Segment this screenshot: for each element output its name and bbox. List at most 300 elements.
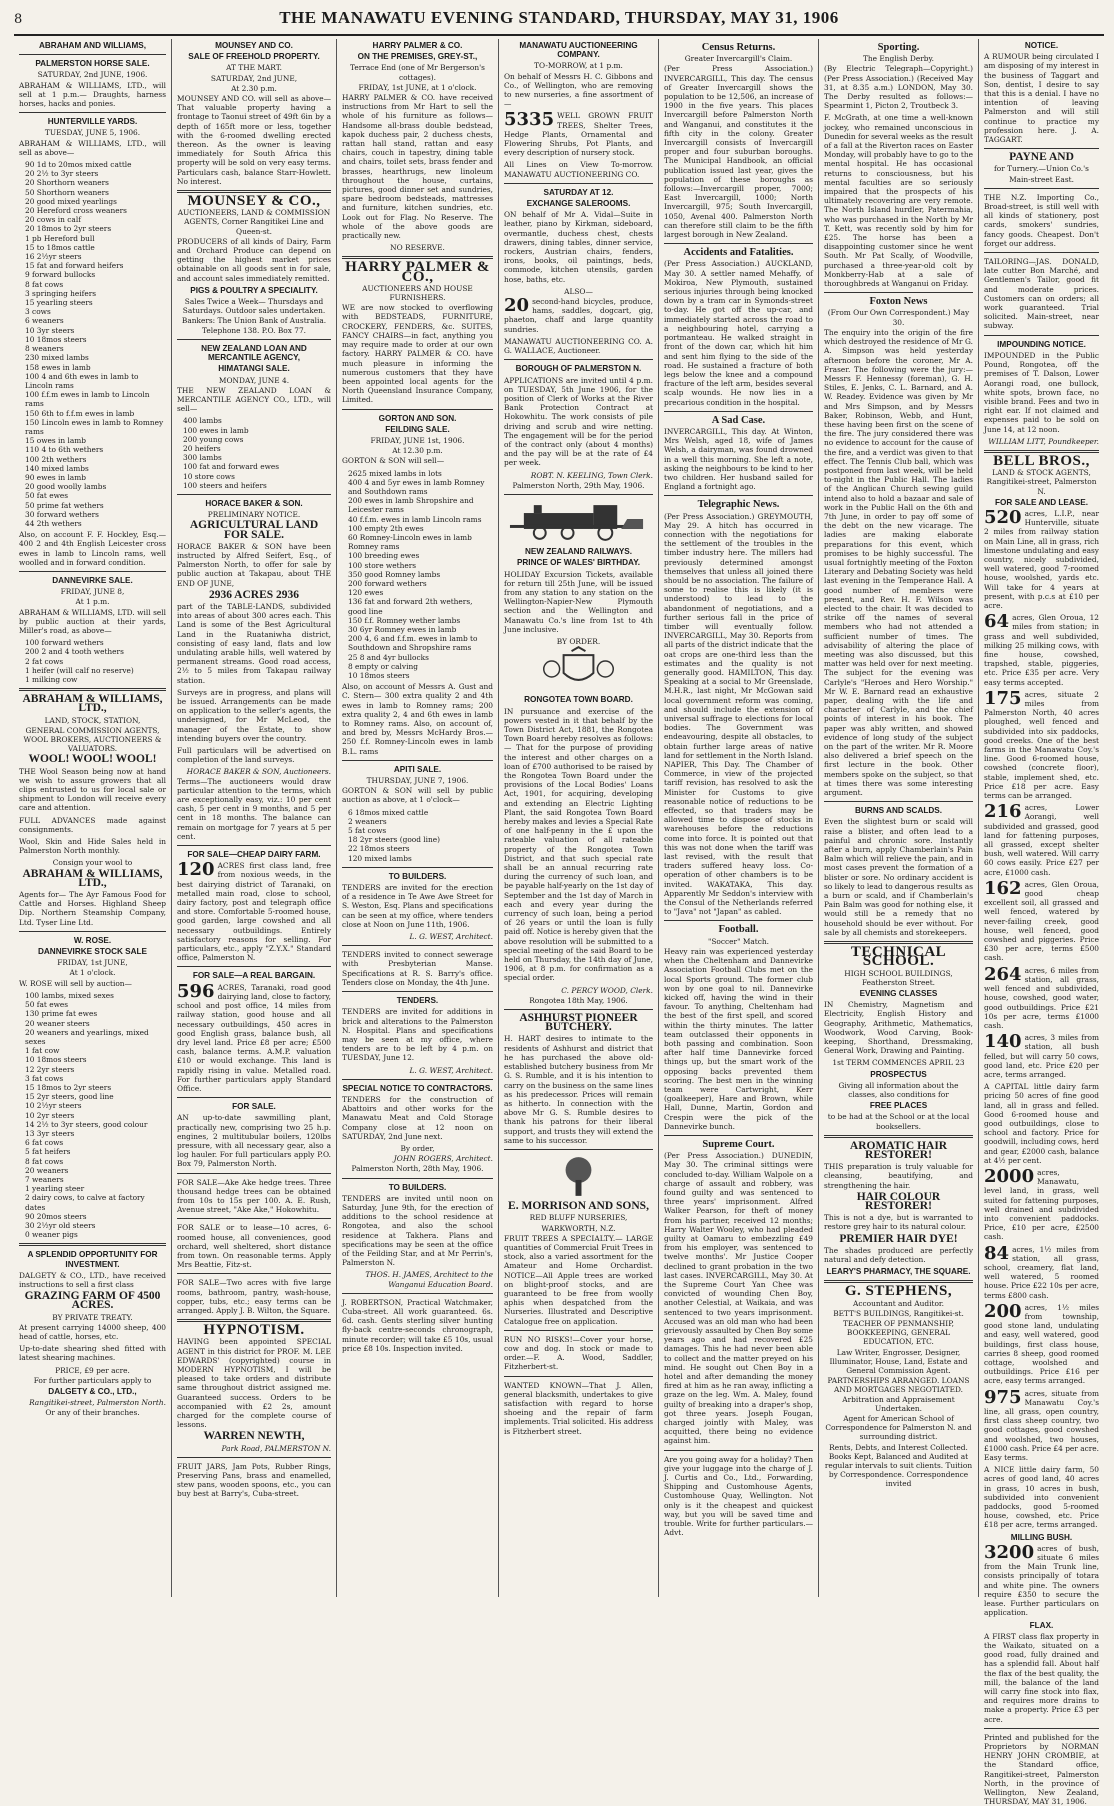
column-7 [979,39,1104,1806]
news-text: (Per Press Association.) GREYMOUTH, May 29. A hitch has occurred in connection with the negotiations for the settlement of the troubles in the timber industry here. The millers had previously determined amongst themselves that unless all joined there should be no association. The failure of some to realise this is likely (it is understood) to lead to the abandonment of negotiations, and a further serious fall in the price of timber will eventually follow. INVERCARGILL, May 30. Reports from all parts of the district indicate that the oat crops are one-third less than the estimates and the quality is not generally good. HAMILTON, This day. Speaking at a social to Mr Greenslade, M.H.R., last night, Mr McGowan said local government reform was coming, and should include the extension of universal suffrage to elections for local bodies. The Government was endeavouring, despite all obstacles, to obtain further large areas of native land for settlement in the North Island. NAPIER, This Day. The Chamber of Commerce, in view of the projected tariff revision, has resolved to ask the Minister for Customs to give reasonable notice of reductions to be effected, so that traders may be allowed time to dispose of stocks in warehouses before the reductions come into force. It is pointed out that this was not done when the tariff was last revised, with the result that traders suffered heavy loss. Co-operation of other chambers is to be invited. WAKATAKA, This day. Apparently Mr Seddon's interview with the Consul of the Netherlands referred to "Java" not "Japan" as cabled. [664,511,813,917]
firm-name: ABRAHAM & WILLIAMS, LTD., [22,693,163,715]
acreage: 200 [984,1300,1022,1322]
ad-heading: TO BUILDERS. [388,1182,447,1192]
list-item: 60 Romney-Lincoln ewes in lamb Romney rams [348,532,472,552]
news-heading: Football. [718,924,759,936]
ad-subheading: FOR SALE AND LEASE. [995,497,1088,507]
list-item: 120 ewes [348,588,384,598]
list-item: 90 20mos steers [25,1211,87,1221]
ad-heading: ASHHURST PIONEER BUTCHERY. [519,1012,638,1034]
acreage: 2936 ACRES 2936 [208,588,300,601]
signature: HORACE BAKER & SON, Auctioneers. [186,767,331,777]
ad-text: 5335 WELL GROWN FRUIT TREES, Shelter Trees, Hedge Plants, Ornamental and Flowering Shrubs, Pot Plants, and every description of nursery stock. [504,109,653,158]
news-heading: Telegraphic News. [697,499,780,511]
ad-text: PARTNERSHIPS ARRANGED. LOANS AND MORTGAGES NEGOTIATED. Arbitration and Appraisement Undertaken. [827,1376,970,1413]
ad-heading: ABRAHAM AND WILLIAMS, [38,41,147,50]
sale-time: At 1 p.m. [75,597,110,607]
ad-heading: PREMIER HAIR DYE! [839,1232,958,1245]
ad-heading: HYPNOTISM. [203,1322,305,1339]
news-text: INVERCARGILL, This day. At Winton, Mrs Welsh, aged 18, wife of James Welsh, a dairyman, was found drowned in a well this morning. She left a note, asking the neighbours to be kind to her two children. Her husband sailed for England a fortnight ago. [664,426,813,492]
listings [984,1165,1099,1463]
locomotive-illustration [504,499,653,543]
ad-text: J. ROBERTSON, Practical Watchmaker, Cuba-street. All work guaranteed. 6s. 6d. cash. Gents sterling silver hunting fly-back centre-seconds chronograph, minute recorder; will take £5 10s, usual price £8 10s. Inspection invited. [342,1297,493,1353]
ad-heading: NEW ZEALAND RAILWAYS. [524,547,633,557]
list-item: 100 2th wethers [25,454,87,464]
firm-line: LAND & STOCK AGENTS, Rangitikei-street, Palmerston N. [986,468,1097,496]
ad-heading: RONGOTEA TOWN BOARD. [524,695,633,705]
ad-text: to be had at the School or at the local booksellers. [827,1112,970,1131]
list-item: 100 f.f.m ewes in lamb to Lincoln rams [25,390,150,409]
sale-title: SALE OF FREEHOLD PROPERTY. [188,52,320,62]
list-item: 2625 mixed lambs in lots [348,468,442,478]
acreage: 175 [984,687,1022,709]
list-item: 20 Hereford cross weaners [25,206,127,216]
property-listing: 175 acres, situate 2 miles from Palmerston North, 40 acres ploughed, well fenced and subdivided into six paddocks, good creeks. One of the best farms in the Manawatu Coy.'s line. Good 6-roomed house, cowshed (concrete floor), stable, implement shed, etc. Price £18 per acre. Easy terms can be arranged. [984,687,1099,801]
ad-text: IN Chemistry, Magnetism and Electricity, English History and Geography, Arithmetic, Mathematics, Woodwork, Wood Carving, Book-keeping, Shorthand, Dressmaking, General Work, Drawing and Painting. [824,1000,973,1056]
sale-date: SATURDAY, 2nd JUNE, 1906. [37,70,148,80]
firm-name: BELL BROS., [993,452,1090,469]
list-item: 30 forward wethers [25,509,99,519]
list-item: 10 store cows [183,471,235,481]
sale-title: PALMERSTON HORSE SALE. [35,59,150,69]
sale-date: FRIDAY, 1st JUNE, at 1 o'clock. [358,82,477,92]
list-item: 10 18mos steers [25,1055,87,1065]
list-item: 1 heifer (will calf no reserve) [25,665,134,675]
column-2 [172,39,337,1597]
firm-name: MOUNSEY & CO., [187,193,321,210]
list-item: 7 weaners [25,1174,64,1184]
acreage: 140 [984,1031,1022,1053]
list-item: 2 dairy cows, to calve at factory dates [25,1193,145,1212]
list-item: 20 2½ to 3yr steers [25,169,99,179]
page-number: 8 [14,12,23,27]
ad-text: 20 second-hand bicycles, produce, hams, saddles, dogcart, gig, phaeton, chaff and large quantity sundries. [504,295,653,334]
news-heading: Foxton News [869,296,928,308]
sale-date: TO-MORROW, at 1 p.m. [534,61,623,71]
property-listing: 84 acres, 1½ miles from station, all grass, school, creamery, flat land, well watered, 5 roomed house. Price £22 10s per acre, terms £800 cash. [984,1242,1099,1300]
property-listing: 264 acres, 6 miles from station, all grass, well fenced and subdivided, house, cowshed, good water, good outbuildings. Price £21 10s per acre, terms £1000 cash. [984,963,1099,1030]
list-item: 158 ewes in lamb [25,362,91,372]
list-item: 9 forward bullocks [25,270,96,280]
list-item: 3 springing heifers [25,288,97,298]
list-item: 10 18mos steers [25,334,87,344]
sale-title: EXCHANGE SALEROOMS. [526,199,631,209]
ad-text: NO RESERVE. [390,243,445,253]
list-item: 3 fat cows [25,1073,64,1083]
signature: L. G. WEST, Architect. [409,932,493,942]
columns [14,39,1104,1806]
list-item: 20 heifers [183,443,221,453]
news-text: (By Electric Telegraph—Copyright.) (Per Press Association.) (Received May 31, at 8.35 a.m.) LONDON, May 30. The Derby resulted as follows:— Spearmint 1, Picton 2, Troutbeck 3. [824,64,973,111]
firm-line: AUCTIONEERS AND HOUSE FURNISHERS. [362,283,473,303]
signature: ROBT. N. KEELING, Town Clerk. [530,470,653,480]
acreage: 975 [984,1386,1022,1408]
ad-text: A NICE little dairy farm, 50 acres of good land, 40 acres in grass, 10 acres in bush, subdivided into convenient paddocks, good 5-roomed house, cowshed, etc. Price £18 per acre, terms arranged. [984,1465,1099,1530]
ad-text: THE Wool Season being now at hand we wish to assure growers that all clips entrusted to us for local sale or shipment to London will receive every care and attention. [19,766,166,813]
ad-text: WANTED KNOWN—That J. Allen, general blacksmith, undertakes to give satisfaction with regard to horse shoeing and the repair of farm implements. Trial solicited. His address is Fitzherbert street. [504,1380,653,1436]
list-item: 130 prime fat ewes [25,1009,98,1019]
masthead [14,8,1104,36]
news-text: Heavy rain was experienced yesterday when the Cheltenham and Dannevirke Association Football Clubs met on the local Sports ground. The former club won by one goal to nil. Dannevirke kicked off, having the wind in their favour. To anything, Cheltenham had the best of the first spell, and scored within the thirty minutes. The latter team outclassed their opponents in both passing and combination. Soon after half time Dannevirke forced things up, but the smart work of the opposing backs prevented them scoring. The best men in the winning team were Cartwright, Kerr (goalkeeper), Hare and Brown, while Hall, Dunne, Martin, Gordon and Crespin were the pick of the Dannevirke bunch. [664,946,813,1131]
list-item: 400 4 and 5yr ewes in lamb Romney and Southdown rams [348,477,485,496]
list-item: 120 mixed lambs [348,853,412,863]
firm-name: E. MORRISON AND SONS, [508,1200,649,1213]
firm-name: WARREN NEWTH, [203,1430,305,1443]
list-item: 100 store wethers [348,560,417,570]
list-item: 100 forward wethers [25,638,104,648]
news-text: (Per Press Association.) AUCKLAND, May 30. A settler named Mehaffy, of Mokiroa, New Plymouth, sustained serious injuries through being knocked down by a tram car in Symonds-street to-day. He got off the up-car, and immediately started across the road to a neighbouring hotel, carrying a portmanteau. He walked straight in front of the down car, which hit him and sent him flying to the side of the road. He sustained a fracture of both legs below the knee and a compound fracture of the left arm, besides several scalp wounds. He now lies in a precarious condition in the hospital. [664,259,813,407]
property-listing: 2000 acres, Manawatu, level land, in grass, well suited for fattening purposes, well drained and subdivided into convenient paddocks. Price, £10 per acre, £2500 cash. [984,1165,1099,1242]
ad-text: IMPOUNDED in the Public Pound, Rongotea, off the premises of T. Dalson, Lower Aorangi road, one bullock, white spots, brown face, no visible brand. Fees and two in right ear. If not claimed and expenses paid to be sold on June 14, at 12 noon. [984,350,1099,434]
list-item: 15 18mos to 2yr steers [25,1082,112,1092]
column-3 [337,39,499,1597]
list-item: 25 8 and 4yr bullocks [348,652,429,662]
ad-heading: TO BUILDERS. [388,871,447,881]
list-item: 10 2yr steers [25,1110,75,1120]
list-item: 1 milking cow [25,675,78,684]
stock-list [177,416,331,490]
list-item: 8 fat cows [25,279,64,289]
ad-text: PRODUCERS of all kinds of Dairy, Farm and Orchard Produce can depend on getting the highest market prices obtainable on all goods sent in for sale, and account sales immediately remitted. [177,236,331,283]
list-item: 15 fat and forward heifers [25,261,124,271]
signature: WILLIAM LITT, Poundkeeper. [988,436,1099,446]
list-item: 44 2th wethers [25,518,82,528]
sale-date: TUESDAY, JUNE 5, 1906. [44,128,141,138]
list-item: 0 weaner pigs [25,1230,78,1240]
list-item: 30 6yr Romney ewes in lamb [348,624,457,634]
list-item: 100 steers and heifers [183,480,267,490]
sale-title: HIMATANGI SALE. [218,364,290,374]
stock-list [19,991,166,1239]
sale-date: SATURDAY, 2nd JUNE, [210,73,298,83]
list-item: 1 pb Hereford bull [25,233,95,243]
ad-text: Also, on account of Messrs A. Gust and C. Stern— 300 extra quality 2 and 4th ewes in lamb to Romney rams; 200 extra quality 2, 4 and 6th ewes in lamb to Romney rams. Also, on account of, and bred by, Messrs McHardy Bros.— 250 f.f. Romney-Lincoln ewes in lamb B.L. rams [342,682,493,756]
news-heading: A Sad Case. [711,414,766,426]
ad-heading: W. ROSE. [73,935,112,945]
list-item: 200 ewes in lamb Shropshire and Leicester rams [348,496,474,515]
list-item: 200 4, 6 and f.f.m. ewes in lamb to Southdown and Shropshire rams [348,634,478,653]
news-subheading: (From Our Own Correspondent.) May 30. [827,308,970,327]
ad-text: Sales Twice a Week— Thursdays and Saturdays. Outdoor sales undertaken. [182,297,326,316]
ad-text: PRELIMINARY NOTICE. [207,510,301,520]
ad-text: Rongotea 18th May, 1906. [529,995,628,1005]
ad-text: Rents, Debts, and Interest Collected. Books Kept, Balanced and Audited at regular intervals to suit clients. Tuition by Correspondence. Correspondence invited [824,1442,973,1489]
ad-text: THE NEW ZEALAND LOAN & MERCANTILE AGENCY CO., LTD., will sell— [177,385,331,414]
ad-text: ON behalf of Mr A. Vidal—Suite in leather, piano by Kirkman, sideboard, overmantle, duchess chest, chests drawers, dining tables, dinner service, rockers, Austrian chairs, fenders, irons, books, oil paintings, beds, commode, kitchen utensils, garden hose, baths, etc. [504,210,653,284]
ad-text: MANAWATU AUCTIONEERING CO. A. G. WALLACE, Auctioneer. [504,336,653,356]
ad-text: Terrace End (one of Mr Bergerson's cottages). [350,63,485,82]
news-subheading: "Soccer" Match. [707,936,770,946]
sale-time: At 2.30 p.m. [231,83,277,93]
acreage: 162 [984,877,1022,899]
acreage: 120 [177,859,215,881]
ad-heading: GORTON AND SON. [378,413,457,423]
ad-text: By order, [400,1143,435,1153]
ad-text: TENDERS are invited for additions in brick and alterations to the Palmerston N. Hospital. Plans and specifications may be seen at my office, where tenders are to be left by 4 p.m. on TUESDAY, June 12. [342,1007,493,1063]
firm-agents: GENERAL COMMISSION AGENTS, WOOL BROKERS, AUCTIONEERS & VALUATORS. [23,725,162,754]
list-item: 140 mixed lambs [25,463,89,473]
list-item: 50 fat ewes [25,1000,69,1010]
news-heading: Supreme Court. [702,1138,775,1150]
list-item: 150 f.f. Romney wether lambs [348,615,461,625]
list-item: 8 weaners [25,344,64,354]
list-item: 15 yearling steers [25,298,93,308]
acreage: 596 [177,980,215,1002]
list-item: 22 18mos steers [348,844,410,854]
firm-name: DALGETY & CO., LTD., [48,1387,137,1397]
firm-line: AUCTIONEERS, LAND & COMMISSION AGENTS, Corner Rangitikei Line and Queen-st. [177,208,331,236]
ad-heading: NEW ZEALAND LOAN AND MERCANTILE AGENCY, [201,343,307,363]
ad-heading: MOUNSEY AND CO. [215,41,293,50]
ad-subheading: EVENING CLASSES [859,988,938,998]
list-item: 110 4 to 6th wethers [25,445,104,455]
list-item: 230 mixed lambs [25,353,89,363]
acreage: 84 [984,1242,1010,1264]
sale-title: DANNEVIRKE STOCK SALE [37,947,148,957]
quantity: 5335 [504,109,555,131]
sale-date: FRIDAY, JUNE 8, [60,587,125,597]
firm-line: LAND, STOCK, STATION, [44,715,141,725]
ad-subheading: FREE PLACES [869,1101,928,1111]
ad-text: Up-to-date shearing shed fitted with latest shearing machines. [19,1344,166,1363]
ad-text: BY PRIVATE TREATY. [52,1312,133,1322]
ad-text: W. ROSE will sell by auction— [19,978,132,988]
news-subheading: Greater Invercargill's Claim. [684,54,793,64]
acreage: 520 [984,506,1022,528]
list-item: 50 prime fat wethers [25,500,104,510]
list-item: 20 cows in calf [25,215,81,225]
ad-subheading: PROSPECTUS [870,1069,927,1079]
news-heading: Census Returns. [701,42,776,53]
ad-text: AT THE MART. [226,63,282,73]
list-item: 400 lambs [183,416,222,426]
ad-text: Bankers: The Union Bank of Australia. Telephone 138. P.O. Box 77. [181,316,327,335]
ad-text: DALGETY & CO., LTD., have received instructions to sell a first class [19,1270,166,1289]
property-listing: 64 acres, Glen Oroua, 12 miles from station; in grass and well subdivided, milking 25 milking cows, with fine house, cowshed, trapshed, stable, piggeries, etc. Price £35 per acre. Very easy terms accepted. [984,611,1099,687]
quantity: 20 [504,295,530,317]
farm-title: GRAZING FARM OF 4500 ACRES. [24,1290,161,1312]
news-heading: Accidents and Fatalities. [683,247,794,259]
list-item: 1 yearling steer [25,1184,85,1194]
ad-heading: FOR SALE—CHEAP DAIRY FARM. [187,850,321,860]
sale-date: SATURDAY AT 12. [543,187,614,197]
news-text: (Per Press Association.) DUNEDIN, May 30. The criminal sittings were concluded to-day. William Walpole on a charge of assault and robbery, was found guilty and was sentenced to three years' imprisonment. Alfred Walker Pearson, for theft of money from his partner, received 12 months; Harry Walter Wooley, who had pleaded guilty at Oamaru to embezzling £49 from his employer, was sentenced to twelve months'. Mr Justice Cooper declined to grant probation in the two last cases. INVERCARGILL, May 30. At the Supreme Court Yan Chee was convicted of wounding Chen Boy, another Celestial, at Waikaia, and was sentenced to two years imprisonment. Accused was an old man who had been grievously assaulted by Chen Boy some years ago and had recovered £25 damages. This he had never been able to collect and the matter preyed on his mind. He sought out Chen Boy in a hotel and after demanding the money fired at him as he ran away, inflicting a graze on the leg. Wm. A. Maley, found guilty of breaking into a draper's shop, got three years. Joseph Fougan, charged jointly with Maley, was acquitted, there being no evidence against him. [664,1151,813,1446]
property-listing: 162 acres, Glen Oroua, good cheap excellent soil, all grassed and well fenced, watered by never-failing creek, good house, well fenced, good cowshed and piggeries. Price £30 per acre, terms £500 cash. [984,877,1099,963]
news-text: (Per Press Association.) INVERCARGILL, This day. The census of Greater Invercargill shows the population to be 12,506, an increase of 1900 in the five years. This places Invercargill before Palmerston North and Wanganui, and constitutes it the fifth city in the colony. Greater Invercargill consists of Invercargill proper and four suburban boroughs. The Municipal Handbook, an official publication issued last year, gives the population of these boroughs as follows:—Invercargill proper, 7000; East Invercargill, 1000; North Invercargill, 975; South Invercargill, 1050, Avenal 400. Palmerston North can therefore still claim to be the fifth largest borough in New Zealand. [664,64,813,240]
ad-subheading: MILLING BUSH. [1010,1532,1073,1542]
list-item: 20 Shorthorn weaners [25,178,109,188]
imprint: Printed and published for the Proprietors by NORMAN HENRY JOHN CROMBIE, at the Standard office, Rangitikei-street, Palmerston North, in the province of Wellington, New Zealand, THURSDAY, MAY 31, 1906. [984,1732,1099,1806]
list-item: 6 18mos mixed cattle [348,807,429,817]
ad-text: HOLIDAY Excursion Tickets, available for return till 25th June, will be issued from any station to any station on the Wellington-Napier-New Plymouth section and the Wellington and Manawatu Co.'s line from 1st to 4th June inclusive. [504,569,653,634]
list-item: 50 fat ewes [25,491,69,501]
ad-text: TENDERS are invited for the erection of a residence in Te Awe Awe Street for S. Weston, Esq. Plans and specifications can be seen at my office, where tenders close at Noon on June 11th, 1906. [342,883,493,929]
firm-name: ABRAHAM & WILLIAMS, LTD., [22,867,163,889]
firm-line: Accountant and Auditor. [853,1298,944,1308]
ad-text: 120 ACRES first class land, free from noxious weeds, in the best dairying district of Taranaki, on metalled main road, close to school, dairy factory, post and telegraph office and store. Comfortable 5-roomed house, good garden, large cowshed and all necessary outbuildings. Entirely satisfactory reasons for selling. For particulars, etc., apply "Z.Y.X." Standard office, Palmerston N. [177,859,331,963]
ad-text: At present carrying 14000 sheep, 400 head of cattle, horses, etc. [19,1322,166,1341]
firm-name: LEARY'S PHARMACY, THE SQUARE. [826,1267,971,1277]
list-item: 150 6th to f.f.m ewes in lamb [25,408,135,418]
listings [984,506,1099,1079]
ad-text: FOR SALE or to lease—10 acres, 6-roomed house, all conveniences, good orchard, well sheltered, short distance from town. On reasonable terms. Apply Mrs Beattie, Fitz-st. [177,1223,331,1270]
ad-text: WE are now stocked to overflowing with BEDSTEADS, FURNITURE, CROCKERY, FENDERS, &c. SUITES, FANCY CHAIRS—in fact, anything you may require made to order at our own factory. HARRY PALMER & CO. have much pleasure in informing the numerous customers that they have been appointed local agents for the North Queensland Insurance Company, Limited. [342,303,493,405]
sale-date: FRIDAY, JUNE 1st, 1906. [370,435,465,445]
list-item: 15 owes in lamb [25,436,87,446]
acreage: 2000 [984,1165,1035,1187]
sale-title: FEILDING SALE. [385,424,450,434]
signature: JOHN ROGERS, Architect. [393,1154,493,1164]
list-item: 20 good mixed yearlings [25,196,117,206]
list-item: 40 f.f.m. ewes in lamb Lincoln rams [348,514,482,524]
signature: THOS. H. JAMES, Architect to the Wanganui Education Board. [365,1270,493,1289]
list-item: 150 Lincoln ewes in lamb to Romney rams [25,417,164,436]
ad-text: TENDERS invited to connect sewerage with Presbyterian Manse. Specifications at R. S. Barry's office. Tenders close on Monday, the 4th June. [342,950,493,987]
list-item: 20 weaner steers [25,1018,90,1028]
ad-text: FRUIT TREES A SPECIALTY.— LARGE quantities of Commercial Fruit Trees in stock, also a varied assortment for the Amateur and Home Orchardist. NOTICE—All Apple trees are worked on blight-proof stocks, and are guaranteed to be free from woolly aphis when despatched from the Nurseries. Illustrated and Descriptive Catalogue free on application. [504,1233,653,1326]
list-item: 100 4 and 6th ewes in lamb to Lincoln rams [25,371,139,390]
ad-text: TAILORING—JAS. DONALD, late cutter Bon Marché, and Gentlemen's Tailor, good fit and moderate prices. Customers can on orders; all work guaranteed. Trial solicited. Main-street, near subway. [984,257,1099,331]
ad-text: for Turnery.—Union Co.'s [994,164,1089,174]
ad-text: A CAPITAL little dairy farm pricing 50 acres of fine good land, all in grass and felled. Good 6-roomed house and good outbuildings, close to school and factory. Price for goodwill, including cows, herd and gear, £2000 cash, balance at 4½ per cent. [984,1082,1099,1165]
address: HIGH SCHOOL BUILDINGS, Featherston Street. [844,968,953,987]
sale-time: At 1 o'clock. [69,968,116,978]
ad-text: 3200 acres of bush, situate 6 miles from the Main Trunk line, consists principally of totara and white pine. The owners require £350 to secure the lease. Further particulars on application. [984,1541,1099,1618]
list-item: 20 weaners [25,1165,69,1175]
ad-heading: PIGS & POULTRY A SPECIALITY. [190,285,318,295]
list-item: 14 2½ to 3yr steers, good colour [25,1119,148,1129]
list-item: 10 3yr steers [25,325,75,335]
property-listing: 140 acres, 3 miles from station, all bush felled, but will carry 50 cows, good land, etc. Price £20 per acre, terms arranged. [984,1031,1099,1079]
masthead-title: THE MANAWATU EVENING STANDARD, THURSDAY, MAY 31, 1906 [279,8,839,27]
list-item: 200 2 and 4 tooth wethers [25,647,124,657]
stock-list [19,160,166,528]
ad-text: Giving all information about the classes, also conditions for [838,1080,959,1099]
ad-subheading: FLAX. [1029,1620,1054,1630]
ad-heading: HAIR COLOUR RESTORER! [856,1190,941,1212]
ad-text: MOUNSEY AND CO. will sell as above— That valuable property having a frontage to Taonui street of 49ft 6in by a depth of 165ft more or less, together with the 6-roomed dwelling erected thereon. As the owner is leaving immediately for South Africa this property will be sold on very easy terms. Particulars cash, balance Starr-Howlett. No interest. [177,94,331,186]
column-4 [499,39,659,1597]
ad-text: All Lines on View To-morrow. MANAWATU AUCTIONEERING CO. [504,160,653,179]
ad-text: FOR SALE—Ake Ake hedge trees. Three thousand hedge trees can be obtained from 10s to 15s per 100. A. E. Rush, Avenue street, "Ake Ake," Hokowhitu. [177,1177,331,1215]
firm-name: G. STEPHENS, [844,1283,953,1300]
sale-time: At 12.30 p.m. [392,446,443,456]
ad-text: ALSO— [564,286,593,296]
ad-text: FOR SALE—Two acres with five large rooms, bathroom, pantry, wash-house, copper, tubs, etc.; easy terms can be arranged. Apply J. B. Wilton, the Square. [177,1278,331,1315]
ad-text: A RUMOUR being circulated I am disposing of my interest in the business of Taggart and Son, dentist, I desire to say that this is a denial. I have no intention of leaving Palmerston and will still continue to practice my profession here. J. A. TAGGART. [984,52,1099,145]
ad-text: Terms—The auctioneers would draw particular attention to the terms, which are exceptionally easy, viz.: 10 per cent cash, 5 per cent in 9 months, and 5 per cent in 18 months. The balance can remain on mortgage for 7 years at 5 per cent. [177,776,331,841]
property-listing: 216 acres, Lower Aorangi, well subdivided and grassed, good land for fattening purposes, all grassed, except shelter bush, well watered. Will carry 60 cows easily. Price £27 per acre, £1000 cash. [984,801,1099,877]
firm-name: HARRY PALMER & CO., [345,259,490,285]
list-item: 200 young cows [183,434,244,444]
ad-text: RUN NO RISKS!—Cover your horse, cow and dog. In stock or made to order.—F. A. Wood, Saddler, Fitzherbert-st. [504,1334,653,1372]
list-item: 20 good woolly lambs [25,482,107,492]
ad-text: HAVING been appointed SPECIAL AGENT in this district for PROF. M. LEE EDWARDS' (copyrighted) course in MODERN HYPNOTISM, I will be pleased to take orders and distribute same throughout district assigned me. Guaranteed success. Orders to be accompanied with £2 2s, amount charged for the complete course of lessons. [177,1337,331,1430]
list-item: 136 fat and forward 2th wethers, good line [348,597,473,616]
ad-heading: BURNS AND SCALDS. [854,806,943,816]
list-item: 8 empty or calving [348,661,418,671]
list-item: 15 to 18mos cattle [25,242,95,252]
ad-text: A FIRST class flax property in the Waikato, situated on a good road, fully drained and has a splendid fall. About half the flax of the best quality, the mill, the balance of the land will carry fine stock into flax, and requires more drains to make a property. Price £3 per acre. [984,1631,1099,1724]
ad-text: Palmerston North, 29th May, 1906. [512,480,645,490]
list-item: 30 2½yr old steers [25,1220,96,1230]
list-item: 100 empty 2th ewes [348,523,424,533]
ad-text: The shades produced are perfectly natural and defy detection. [824,1245,973,1264]
ad-text: HARRY PALMER & CO. have received instructions from Mr Hart to sell the whole of his furniture as follows— Handsome all-brass double bedstead, kapok duchess pair, 2 duchess chests, rattan hall stand, rattan and easy chairs, couch in tapestry, dining table and chairs, toilet sets, brass fender and brasses, hearthrugs, new linoleum throughout the house, curtains, pictures, good dinner set and sundries, spare bedroom bedsteads, mattresses and furniture, kitchen sundries, etc. Look out for Flag. No Reserve. The whole of the above goods are practically new. [342,93,493,241]
ad-text: For further particulars apply to [33,1375,152,1385]
ad-text: H. HART desires to intimate to the residents of Ashhurst and district that he has purchased the above old-established butchery business from Mr G. S. Rumble, and it is his intention to carry on the business on the same lines as his predecessor. Prices will remain as hitherto. In connection with the above Mr G. S. Rumble desires to thank his patrons for their liberal support, and trusts they will extend the same to his successor. [504,1034,653,1145]
list-item: 2 weaners [348,816,387,826]
ad-text: 596 ACRES, Taranaki, road good dairying land, close to factory, school and post office, 14 miles from railway station, good house and all necessary outbuildings, 450 acres in good English grass, balance bush, all dry level land. Price £8 per acre; £500 cash, balance terms. A.M.P. valuation £10 or would exchange. This land is rapidly rising in value. Metalled road. For further particulars apply Standard Office. [177,980,331,1093]
ad-text: Or any of their branches. [45,1408,140,1418]
list-item: 2 fat cows [25,656,64,666]
address: Park Road, PALMERSTON N. [221,1443,331,1453]
ad-heading: FOR SALE—A REAL BARGAIN. [192,971,316,981]
sale-title: HUNTERVILLE YARDS. [47,117,138,127]
ad-heading: BOROUGH OF PALMERSTON N. [515,364,642,374]
list-item: 300 lambs [183,453,222,463]
ad-text: part of the TABLE-LANDS, subdivided into areas of about 300 acres each. This Land is some of the Best Agricultural Land in the Ruataniwha district, consisting of easy land, flats and low undulating arable hills, well watered by permanent streams. Good road access, 2½ to 5 miles from Takapau railway station. [177,601,331,685]
address: Main-street East. [1009,174,1074,184]
ad-text: BY ORDER. [556,636,601,646]
ad-text: Agents for— The Ayr Famous Food for Cattle and Horses. Highland Sheep Dip. Northern Steamship Company, Ltd. Tyser Line Ltd. [19,890,166,927]
ad-text: GORTON & SON will sell— [342,456,445,466]
list-item: 100 breeding ewes [348,551,420,561]
ad-heading: TENDERS. [396,996,439,1006]
ad-heading: TECHNICAL SCHOOL. [850,944,947,970]
list-item: 16 2½yr steers [25,252,82,262]
sale-title: ON THE PREMISES, GREY-ST., [357,52,478,62]
ad-heading: MANAWATU AUCTIONEERING COMPANY. [519,41,638,60]
ad-heading: HORACE BAKER & SON. [205,498,303,508]
ad-text: ABRAHAM & WILLIAMS, LTD., will sell as above— [19,138,166,157]
acreage: 264 [984,963,1022,985]
list-item: 350 good Romney lambs [348,569,441,579]
list-item: 200 forward wethers [348,578,427,588]
ad-text: HORACE BAKER & SON have been instructed by Alfred Seifert, Esq., of Palmerston North, to offer for sale by public auction at Takapau, about THE END OF JUNE, [177,541,331,588]
news-text: The enquiry into the origin of the fire which destroyed the residence of Mr G. A. Simpson was held yesterday afternoon before the coroner, Mr A. Fraser. The following were the jury:—Messrs F. Hennessy (foreman), G. H. Stiles, E. Jenks, C. L. Barnard, and A. W. Readey. Evidence was given by Mr and Mrs Simpson, and by Messrs Baker, Robinson, Webb, and Hunt, these having been first on the scene of the fire. The jury considered there was no evidence to account for the cause of the fire, and a verdict was given to that effect. The Tennis Club ball, which was postponed from last week, will be held to-night in the Public Hall. The ladies of the Anglican Church sewing guild intend also to hold a bazaar and sale of work in the Public Hall on the 6th and 7th June, in order to pay off some of the debt on the new vicarage. The ladies are making elaborate preparations for this event, which promises to be highly successful. The usual fortnightly meeting of the Foxton Literary and Debating Society was held last evening in the Temperance Hall. A good number of members were present, and Rev. H. F. Wilson was elected to the chair. It was decided to strike off the names of several members who had not attended a sufficient number of times. The advisability of altering the place of meeting was also discussed, but this matter was held over for next meeting. The subject for the evening was Carlyle's "Heroes and Hero Worship." Mr W. E. Barnard read an exhaustive paper, dealing with the life and character of Carlyle, and the chief points of interest in his book. The paper was ably written, and showed evidence of long study of the subject on the part of the writer. Mr R. Moore also delivered a brief speech on the first lecture in the book. Other members spoke on the subject, so that at times there was some interesting argument. [824,327,973,798]
price: PRICE, £9 per acre. [55,1365,130,1375]
ad-text: Agent for American School of Correspondence for Palmerston N. and surrounding district. [825,1414,972,1442]
ad-text: AN up-to-date sawmilling plant, practically new, comprising two 25 h.p. engines, 2 multitubular boilers, 120lbs pressure, with all necessary gear, also a log hauler. For full particulars apply P.O. Box 79, Palmerston North. [177,1113,331,1169]
property-listing: 975 acres, situate from Manawatu Coy.'s line, all grass, open country, first class sheep country, two good cottages, good cowshed and woolshed, two houses, £1000 cash. Price £4 per acre. Easy terms. [984,1386,1099,1463]
list-item: 3 cows [25,307,51,317]
ad-heading: NOTICE. [1024,41,1059,50]
list-item: 6 weaners [25,316,64,326]
sale-title: APITI SALE. [393,764,442,774]
ad-text: ABRAHAM & WILLIAMS, LTD. will sell by public auction at their yards, Miller's road, as above— [19,607,166,635]
news-text: Are you going away for a holiday? Then give your luggage into the charge of J. J. Curtis and Co., Ltd., Forwarding, Shipping and Customhouse Agents, Customhouse Quay, Wellington. Not only is it the cheapest and quickest way, but you will be saved time and trouble. Write for further particulars.—Advt. [664,1454,813,1538]
list-item: 8 fat cows [25,1156,64,1166]
list-item: 10 2½yr steers [25,1101,82,1111]
firm-line: RED BLUFF NURSERIES, [529,1213,628,1223]
wool-heading: WOOL! WOOL! WOOL! [28,753,157,766]
ad-text: Palmerston North, 28th May, 1906. [351,1164,484,1174]
ad-heading: IMPOUNDING NOTICE. [997,339,1086,349]
list-item: 20 weaners and yearlings, mixed sexes [25,1027,149,1046]
list-item: 1 fat cow [25,1046,60,1056]
ad-heading: AROMATIC HAIR RESTORER! [849,1139,948,1161]
sale-title: PRINCE OF WALES' BIRTHDAY. [516,558,641,568]
list-item: 100 fat and forward ewes [183,462,280,472]
list-item: 13 3yr steers [25,1128,75,1138]
sale-date: FRIDAY, 1st JUNE, [57,958,128,968]
list-item: 50 Shorthorn weaners [25,187,109,197]
address: BETT'S BUILDINGS, Rangitikei-st. [833,1308,964,1318]
list-item: 12 2yr steers [25,1064,75,1074]
address: Rangitikei-street, Palmerston North. [29,1398,166,1408]
signature: C. PERCY WOOD, Clerk. [561,985,653,995]
